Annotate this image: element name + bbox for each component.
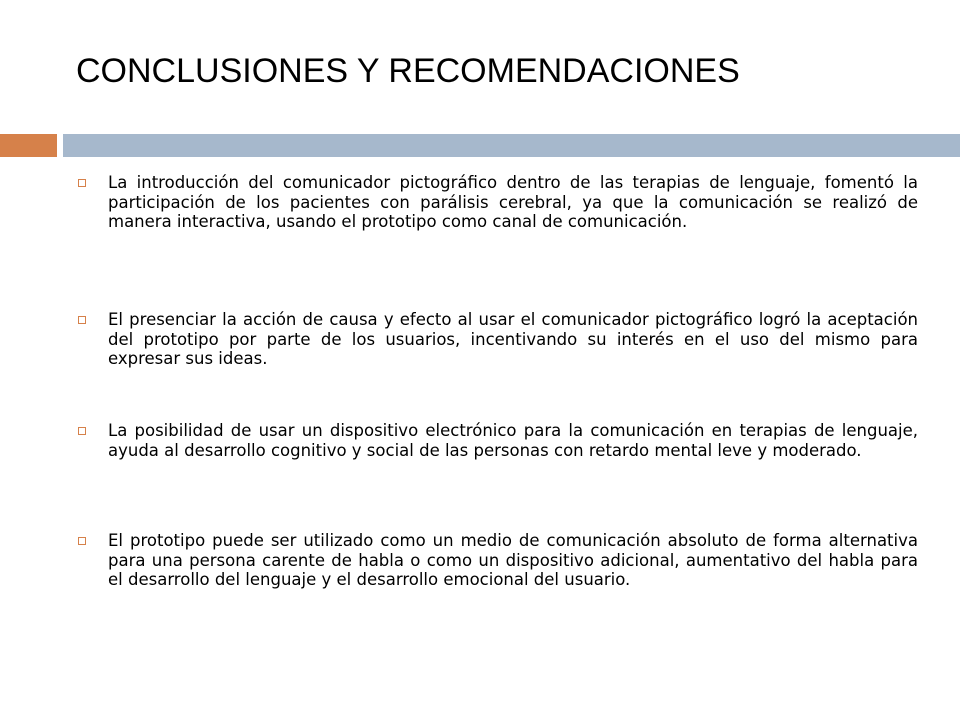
bullet-text: El presenciar la acción de causa y efecto al usar el comunicador pictográfico logró la aceptación del prototipo por parte de los usuarios, incentivando su interés en el uso del mismo para expresar sus ideas. [108, 310, 918, 368]
hollow-square-icon [78, 427, 86, 435]
bullet-text: El prototipo puede ser utilizado como un medio de comunicación absoluto de forma alternativa para una persona carente de habla o como un dispositivo adicional, aumentativo del habla para el desarrollo del lenguaje y el desarrollo emocional del usuario. [108, 531, 918, 589]
bullet-text: La introducción del comunicador pictográfico dentro de las terapias de lenguaje, fomentó la participación de los pacientes con parálisis cerebral, ya que la comunicación se realizó de manera interactiva, usando el prototipo como canal de comunicación. [108, 173, 918, 231]
accent-bar-orange [0, 134, 57, 157]
hollow-square-icon [78, 179, 86, 187]
hollow-square-icon [78, 537, 86, 545]
hollow-square-icon [78, 316, 86, 324]
slide-title: CONCLUSIONES Y RECOMENDACIONES [76, 52, 740, 90]
accent-bar-blue [63, 134, 960, 157]
bullet-text: La posibilidad de usar un dispositivo electrónico para la comunicación en terapias de lenguaje, ayuda al desarrollo cognitivo y social de las personas con retardo mental leve y moderado. [108, 421, 918, 460]
